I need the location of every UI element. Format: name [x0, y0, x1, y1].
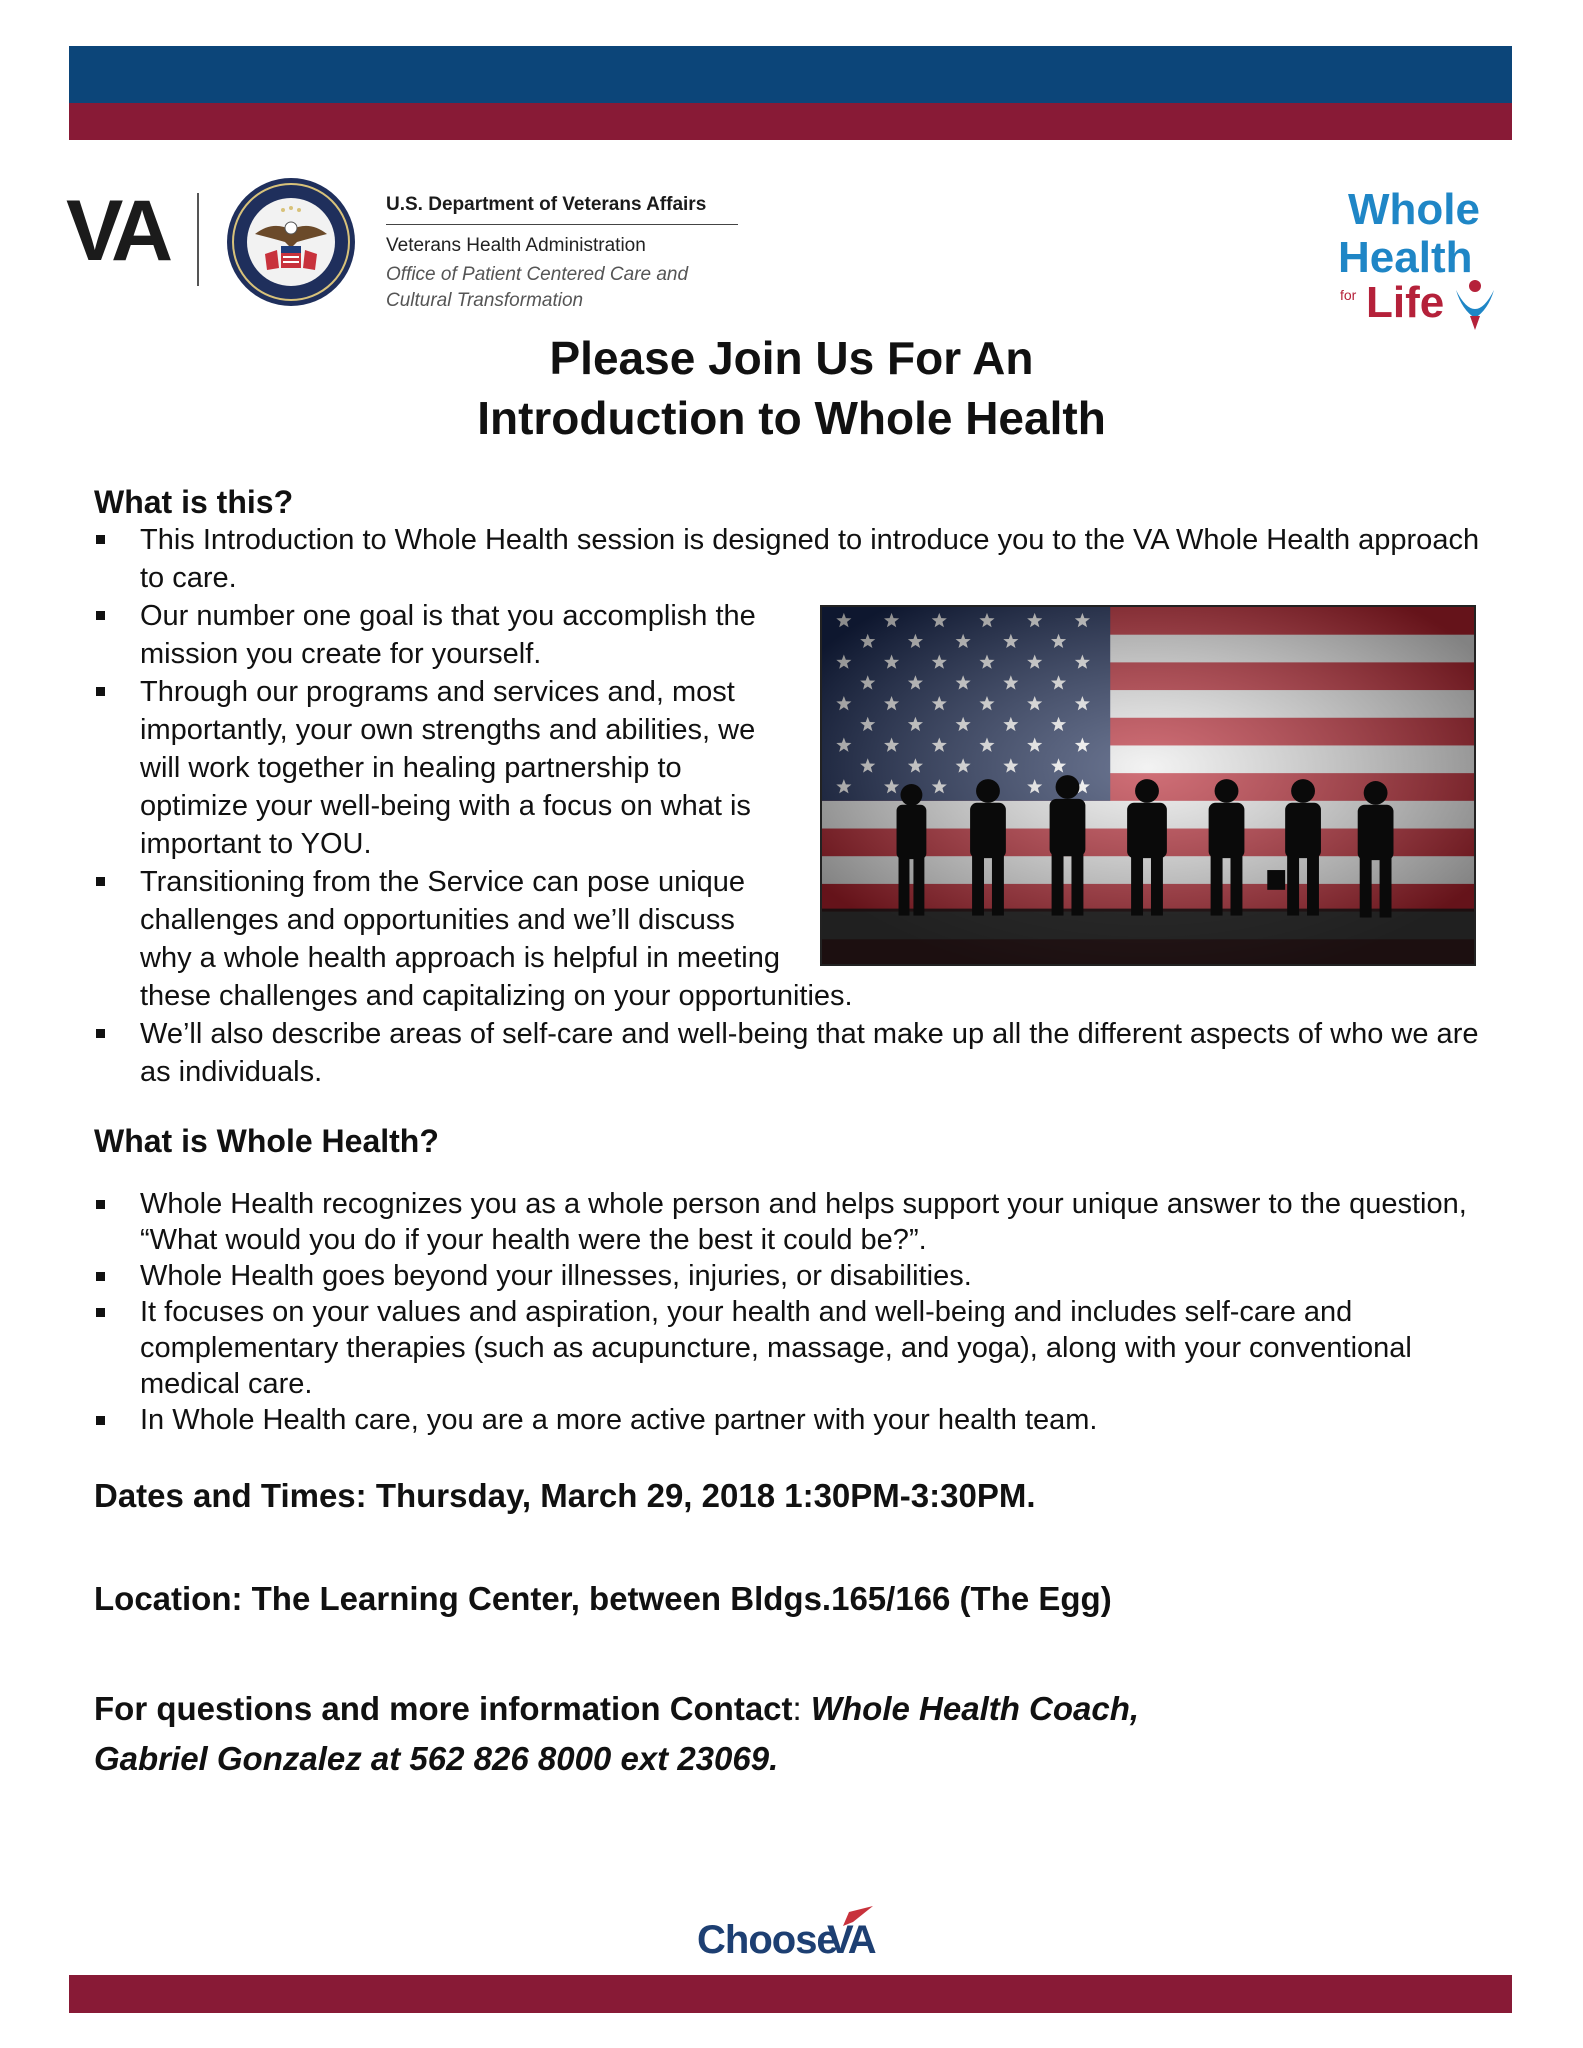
- contact-name-line2: Gabriel Gonzalez at 562 826 8000 ext 23069.: [94, 1740, 779, 1777]
- va-text: VA: [827, 1918, 874, 1962]
- section-what-is-whole-health: [94, 1123, 1494, 1438]
- bullet-item: It focuses on your values and aspiration, your health and well-being and includes self-care and complementary therapies (such as acupuncture, massage, and yoga), along with your conventional medical care.: [94, 1294, 1494, 1402]
- administration-name: Veterans Health Administration: [386, 235, 646, 256]
- bullet-item: Through our programs and services and, most importantly, your own strengths and abilities, we will work together in healing partnership to optimize your well-being with a focus on what is important to YOU.: [94, 673, 1494, 863]
- department-name: U.S. Department of Veterans Affairs: [386, 194, 738, 225]
- contact-colon: :: [792, 1690, 802, 1727]
- contact-label: For questions and more information Contact: [94, 1690, 793, 1727]
- bullet-item: Whole Health goes beyond your illnesses, injuries, or disabilities.: [94, 1258, 1494, 1294]
- event-location: Location: The Learning Center, between Bldgs.165/166 (The Egg): [94, 1580, 1112, 1617]
- whole-health-for-life-logo: [1338, 178, 1508, 338]
- figure-body-icon: [1456, 290, 1494, 318]
- bullet-item: This Introduction to Whole Health session is designed to introduce you to the VA Whole Health approach to care.: [94, 521, 1494, 597]
- va-wordmark: VA: [66, 183, 168, 279]
- va-seal-icon: [225, 176, 357, 308]
- contact-name-line1: Whole Health Coach,: [810, 1690, 1140, 1727]
- bullet-item: Whole Health recognizes you as a whole person and helps support your unique answer to the question, “What would you do if your health were the best it could be?”.: [94, 1186, 1494, 1258]
- whl-small: for: [1340, 287, 1357, 303]
- whl-line3: Life: [1366, 278, 1445, 327]
- bullet-list: [94, 1186, 1494, 1438]
- title-line-1: Please Join Us For An: [549, 332, 1034, 384]
- logo-divider: [197, 193, 199, 286]
- figure-head-icon: [1469, 280, 1481, 292]
- whl-line1: Whole: [1348, 185, 1480, 234]
- event-contact: [94, 1684, 1494, 1784]
- choose-text: Choose: [697, 1918, 838, 1962]
- whl-line2: Health: [1338, 233, 1473, 282]
- bullet-item: We’ll also describe areas of self-care and well-being that make up all the different aspects of who we are as individuals.: [94, 1015, 1494, 1091]
- department-block: [386, 194, 738, 314]
- section-heading: What is Whole Health?: [94, 1123, 439, 1159]
- header-blue-band: [69, 46, 1512, 103]
- bullet-list: [94, 521, 1494, 1091]
- bullet-item: Transitioning from the Service can pose unique challenges and opportunities and we’ll discuss why a whole health approach is helpful in meeting these challenges and capitalizing on your opportunities.: [94, 863, 1494, 1015]
- footer-red-band: [69, 1975, 1512, 2013]
- office-line-2: Cultural Transformation: [386, 290, 584, 311]
- office-line-1: Office of Patient Centered Care and: [386, 264, 689, 285]
- event-dates: Dates and Times: Thursday, March 29, 2018 1:30PM-3:30PM.: [94, 1477, 1036, 1514]
- choose-va-logo: [697, 1904, 881, 1964]
- title-line-2: Introduction to Whole Health: [477, 392, 1106, 444]
- bullet-text: Our number one goal is that you accomplish the mission you create for yourself.: [140, 600, 756, 670]
- header-red-band: [69, 103, 1512, 140]
- main-content: [94, 484, 1494, 1438]
- bullet-item-with-image: [94, 597, 1494, 673]
- page-title: [0, 328, 1583, 448]
- section-heading: What is this?: [94, 484, 294, 520]
- section-what-is-this: [94, 484, 1494, 1091]
- bullet-item: In Whole Health care, you are a more active partner with your health team.: [94, 1402, 1494, 1438]
